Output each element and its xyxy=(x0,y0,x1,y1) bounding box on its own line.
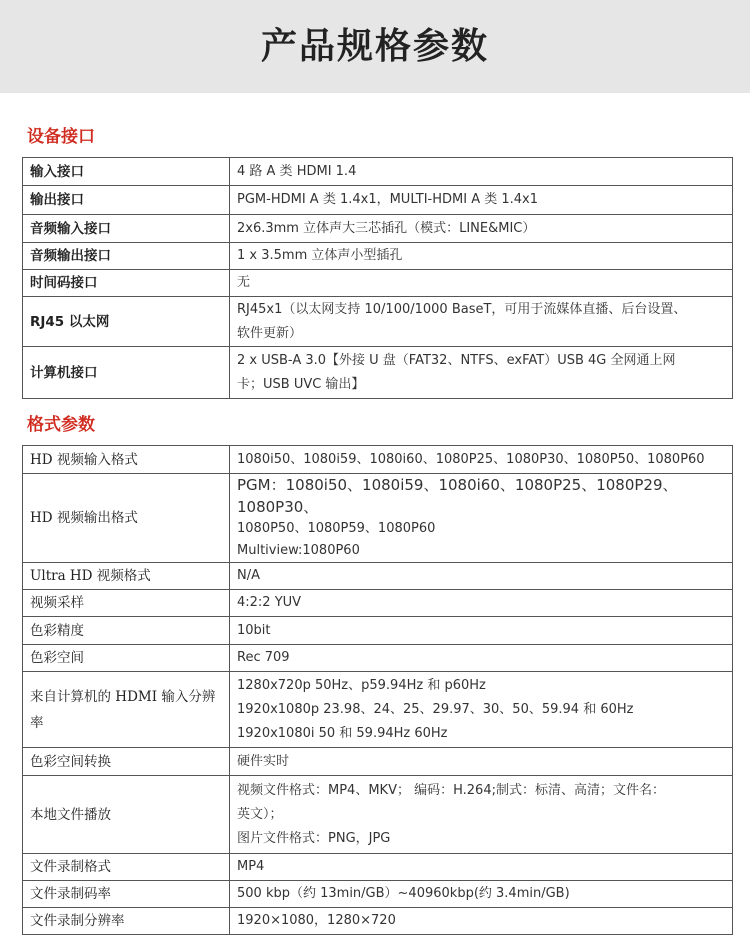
row-value-line: 1280x720p 50Hz、p59.94Hz 和 p60Hz xyxy=(237,677,486,693)
row-value-line: RJ45x1（以太网支持 10/100/1000 BaseT，可用于流媒体直播、后台设置、 xyxy=(237,301,687,317)
row-value xyxy=(230,776,733,854)
row-value xyxy=(230,474,733,563)
table-row xyxy=(23,672,733,748)
row-value-line: 软件更新） xyxy=(237,325,303,341)
section-title-format-parameters: 格式参数 xyxy=(27,415,95,435)
table-row xyxy=(23,881,733,908)
row-value-line: 图片文件格式：PNG，JPG xyxy=(237,830,391,846)
row-label: 时间码接口 xyxy=(23,270,230,297)
row-label: 色彩空间转换 xyxy=(23,748,230,776)
title-banner xyxy=(0,0,750,93)
row-value: N/A xyxy=(230,563,733,590)
row-label: 视频采样 xyxy=(23,590,230,617)
format-parameters-table xyxy=(22,445,733,935)
row-value-line: PGM：1080i50、1080i59、1080i60、1080P25、1080P29、1080P30、 xyxy=(237,476,678,516)
table-row xyxy=(23,474,733,563)
table-row xyxy=(23,590,733,617)
row-value-line: 英文）； xyxy=(237,806,283,822)
row-label: 文件录制分辨率 xyxy=(23,908,230,935)
row-value: MP4 xyxy=(230,854,733,881)
row-value xyxy=(230,347,733,399)
row-value: PGM-HDMI A 类 1.4x1，MULTI-HDMI A 类 1.4x1 xyxy=(230,186,733,215)
row-value-line: 1920x1080p 23.98、24、25、29.97、30、50、59.94 和 60Hz xyxy=(237,701,634,717)
row-value: 10bit xyxy=(230,617,733,645)
device-interfaces-table xyxy=(22,157,733,399)
table-row xyxy=(23,645,733,672)
row-value-line: 1920x1080i 50 和 59.94Hz 60Hz xyxy=(237,725,448,741)
row-value: Rec 709 xyxy=(230,645,733,672)
row-label: 文件录制格式 xyxy=(23,854,230,881)
row-label: RJ45 以太网 xyxy=(23,297,230,347)
page-title: 产品规格参数 xyxy=(260,26,489,67)
row-label: 计算机接口 xyxy=(23,347,230,399)
table-row xyxy=(23,215,733,243)
table-row xyxy=(23,854,733,881)
table-row xyxy=(23,297,733,347)
table-row xyxy=(23,748,733,776)
row-label: 音频输入接口 xyxy=(23,215,230,243)
row-label: 色彩空间 xyxy=(23,645,230,672)
table-row xyxy=(23,617,733,645)
row-value-line: 卡；USB UVC 输出】 xyxy=(237,376,365,392)
table-row xyxy=(23,270,733,297)
section-title-device-interfaces: 设备接口 xyxy=(27,127,95,147)
table-row xyxy=(23,158,733,186)
table-row xyxy=(23,186,733,215)
row-value: 1 x 3.5mm 立体声小型插孔 xyxy=(230,243,733,270)
row-value: 4 路 A 类 HDMI 1.4 xyxy=(230,158,733,186)
row-value: 1920×1080，1280×720 xyxy=(230,908,733,935)
row-value-line: 1080P50、1080P59、1080P60 xyxy=(237,521,436,536)
row-label: HD 视频输入格式 xyxy=(23,446,230,474)
row-value: 4:2:2 YUV xyxy=(230,590,733,617)
row-label: HD 视频输出格式 xyxy=(23,474,230,563)
row-value-line: 2 x USB-A 3.0【外接 U 盘（FAT32、NTFS、exFAT）USB 4G 全网通上网 xyxy=(237,352,676,368)
row-label: Ultra HD 视频格式 xyxy=(23,563,230,590)
row-value: 无 xyxy=(230,270,733,297)
table-row xyxy=(23,908,733,935)
row-value-line: Multiview:1080P60 xyxy=(237,543,360,558)
row-label: 输出接口 xyxy=(23,186,230,215)
row-value-line: 视频文件格式：MP4、MKV； 编码：H.264;制式：标清、高清；文件名： xyxy=(237,782,665,798)
row-label: 本地文件播放 xyxy=(23,776,230,854)
table-row xyxy=(23,243,733,270)
table-row xyxy=(23,776,733,854)
row-value: 硬件实时 xyxy=(230,748,733,776)
row-value: 1080i50、1080i59、1080i60、1080P25、1080P30、1080P50、1080P60 xyxy=(230,446,733,474)
row-value: 2x6.3mm 立体声大三芯插孔（模式：LINE&MIC） xyxy=(230,215,733,243)
row-value: 500 kbp（约 13min/GB）~40960kbp(约 3.4min/GB) xyxy=(230,881,733,908)
table-row xyxy=(23,563,733,590)
row-value xyxy=(230,672,733,748)
row-label: 输入接口 xyxy=(23,158,230,186)
row-value xyxy=(230,297,733,347)
row-label: 音频输出接口 xyxy=(23,243,230,270)
table-row xyxy=(23,347,733,399)
row-label: 来自计算机的 HDMI 输入分辨率 xyxy=(23,672,230,748)
row-label: 文件录制码率 xyxy=(23,881,230,908)
table-row xyxy=(23,446,733,474)
row-label: 色彩精度 xyxy=(23,617,230,645)
